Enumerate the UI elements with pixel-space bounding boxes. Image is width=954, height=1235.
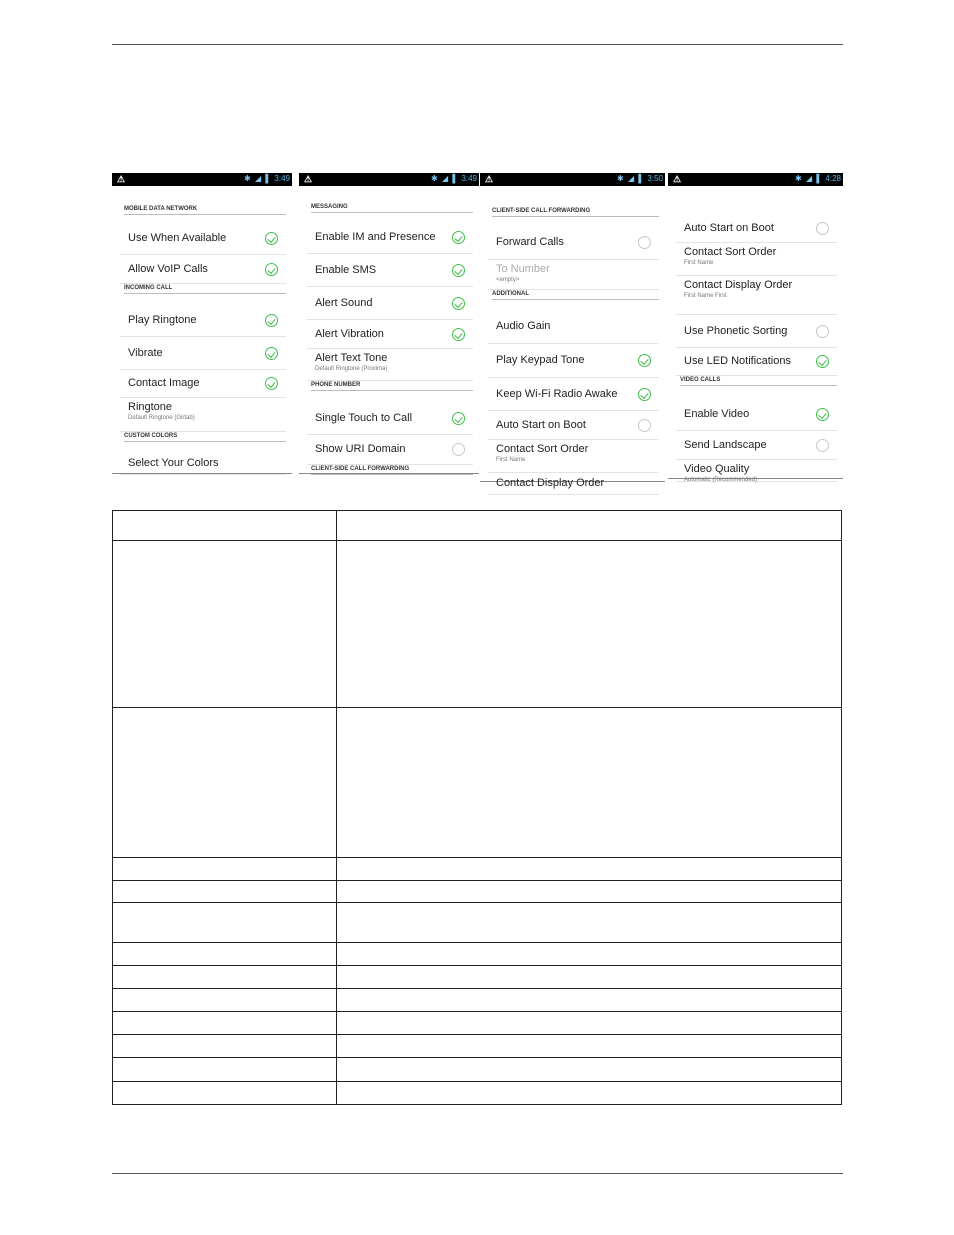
- settings-row[interactable]: [307, 436, 473, 465]
- settings-row-label: Keep Wi-Fi Radio Awake: [496, 388, 618, 400]
- settings-table: [112, 510, 842, 1105]
- settings-row-label: Allow VoIP Calls: [128, 263, 208, 275]
- settings-row[interactable]: [120, 256, 286, 284]
- unchecked-circle-icon[interactable]: [452, 443, 465, 456]
- unchecked-circle-icon[interactable]: [816, 222, 829, 235]
- settings-row[interactable]: [120, 305, 286, 337]
- table-row: [113, 943, 842, 966]
- table-row: [113, 989, 842, 1012]
- settings-row[interactable]: [307, 350, 473, 381]
- table-row: [113, 541, 842, 708]
- table-row: [113, 903, 842, 943]
- settings-row-label: Enable Video: [684, 408, 750, 420]
- settings-row[interactable]: [676, 432, 837, 460]
- warning-icon: ⚠: [485, 174, 494, 184]
- status-time: 4:28: [825, 174, 841, 183]
- settings-row-sublabel: First Name First: [684, 293, 727, 299]
- status-bar: [112, 173, 292, 186]
- unchecked-circle-icon[interactable]: [816, 439, 829, 452]
- settings-row[interactable]: [676, 399, 837, 431]
- settings-row[interactable]: [120, 399, 286, 432]
- settings-row-label: Enable SMS: [315, 264, 377, 276]
- table-row: [113, 708, 842, 858]
- section-header: VIDEO CALLS: [680, 377, 837, 386]
- section-header: CUSTOM COLORS: [124, 433, 286, 442]
- section-header: INCOMING CALL: [124, 285, 286, 294]
- status-time: 3:49: [274, 174, 290, 183]
- signal-battery-icon: ✱ ◢ ▌: [244, 174, 272, 183]
- settings-row-label: Video Quality: [684, 463, 750, 475]
- settings-row[interactable]: [307, 222, 473, 254]
- status-bar: [299, 173, 479, 186]
- signal-battery-icon: ✱ ◢ ▌: [431, 174, 459, 183]
- status-bar: [668, 173, 843, 186]
- checked-circle-icon[interactable]: [816, 355, 829, 368]
- settings-row-label: Use Phonetic Sorting: [684, 325, 788, 337]
- settings-row-sublabel: First Name: [496, 457, 526, 463]
- checked-circle-icon[interactable]: [452, 297, 465, 310]
- checked-circle-icon[interactable]: [638, 388, 651, 401]
- settings-row[interactable]: [307, 403, 473, 435]
- settings-row-label: Ringtone: [128, 401, 173, 413]
- settings-row[interactable]: [307, 321, 473, 349]
- settings-row-label: Play Ringtone: [128, 314, 197, 326]
- checked-circle-icon[interactable]: [452, 231, 465, 244]
- settings-row[interactable]: [488, 227, 659, 260]
- checked-circle-icon[interactable]: [265, 314, 278, 327]
- status-bar: [480, 173, 665, 186]
- table-row: [113, 1035, 842, 1058]
- checked-circle-icon[interactable]: [265, 347, 278, 360]
- table-row: [113, 1058, 842, 1082]
- status-time: 3:50: [647, 174, 663, 183]
- checked-circle-icon[interactable]: [452, 412, 465, 425]
- top-rule: [112, 44, 843, 45]
- unchecked-circle-icon[interactable]: [638, 419, 651, 432]
- settings-row[interactable]: [488, 379, 659, 411]
- warning-icon: ⚠: [304, 174, 313, 184]
- settings-row[interactable]: [676, 316, 837, 348]
- signal-battery-icon: ✱ ◢ ▌: [795, 174, 823, 183]
- settings-row-label: Send Landscape: [684, 439, 767, 451]
- settings-row[interactable]: [307, 255, 473, 287]
- section-header: MESSAGING: [311, 204, 473, 213]
- settings-row-label: Use When Available: [128, 232, 227, 244]
- settings-row-label: Select Your Colors: [128, 457, 219, 469]
- settings-row[interactable]: [676, 277, 837, 315]
- table-row: [113, 966, 842, 989]
- settings-row-label: Play Keypad Tone: [496, 354, 585, 366]
- settings-row[interactable]: [488, 441, 659, 473]
- settings-row-label: Contact Sort Order: [496, 443, 589, 455]
- unchecked-circle-icon[interactable]: [816, 325, 829, 338]
- settings-row[interactable]: [676, 244, 837, 276]
- settings-row[interactable]: [488, 412, 659, 440]
- phone-screen-4: [668, 173, 843, 483]
- checked-circle-icon[interactable]: [452, 264, 465, 277]
- section-header: CLIENT-SIDE CALL FORWARDING: [492, 208, 659, 217]
- phone-screen-3: [480, 173, 665, 489]
- settings-row-label: Contact Display Order: [496, 477, 605, 489]
- table-row: [113, 881, 842, 903]
- settings-row-label: Forward Calls: [496, 236, 564, 248]
- checked-circle-icon[interactable]: [265, 232, 278, 245]
- settings-row-sublabel: Automatic (Recommended): [684, 477, 758, 483]
- settings-row[interactable]: [120, 454, 286, 475]
- settings-row[interactable]: [676, 349, 837, 376]
- settings-row[interactable]: [676, 216, 837, 243]
- settings-row[interactable]: [488, 311, 659, 344]
- section-header: ADDITIONAL: [492, 291, 659, 300]
- settings-row-label: Auto Start on Boot: [684, 222, 774, 234]
- signal-battery-icon: ✱ ◢ ▌: [617, 174, 645, 183]
- settings-row[interactable]: [120, 223, 286, 255]
- table-row: [113, 1082, 842, 1105]
- settings-row-label: Audio Gain: [496, 320, 551, 332]
- settings-row-label: Single Touch to Call: [315, 412, 413, 424]
- section-header: CLIENT-SIDE CALL FORWARDING: [311, 466, 473, 475]
- settings-row-label: Vibrate: [128, 347, 163, 359]
- settings-row-label: Use LED Notifications: [684, 355, 791, 367]
- settings-row-label: Alert Vibration: [315, 328, 384, 340]
- settings-row-label: Contact Image: [128, 377, 200, 389]
- checked-circle-icon[interactable]: [265, 263, 278, 276]
- settings-row-label: Alert Sound: [315, 297, 373, 309]
- settings-row-label: To Number: [496, 263, 550, 275]
- settings-row-label: Auto Start on Boot: [496, 419, 586, 431]
- settings-row[interactable]: [676, 461, 837, 482]
- checked-circle-icon[interactable]: [638, 354, 651, 367]
- checked-circle-icon[interactable]: [816, 408, 829, 421]
- checked-circle-icon[interactable]: [265, 377, 278, 390]
- warning-icon: ⚠: [673, 174, 682, 184]
- settings-row-label: Contact Display Order: [684, 279, 793, 291]
- settings-row[interactable]: [120, 371, 286, 398]
- settings-row[interactable]: [307, 288, 473, 320]
- table-row: [113, 511, 842, 541]
- phone-screen-2: [299, 173, 479, 474]
- settings-row-sublabel: First Name: [684, 260, 714, 266]
- settings-row-sublabel: Default Ringtone (Girtab): [128, 415, 195, 421]
- status-time: 3:49: [461, 174, 477, 183]
- settings-row[interactable]: [488, 345, 659, 378]
- section-header: MOBILE DATA NETWORK: [124, 206, 286, 215]
- settings-row: [488, 261, 659, 290]
- table-row: [113, 858, 842, 881]
- settings-row-sublabel: Default Ringtone (Proxima): [315, 366, 388, 372]
- checked-circle-icon[interactable]: [452, 328, 465, 341]
- settings-row[interactable]: [120, 338, 286, 370]
- settings-row[interactable]: [488, 474, 659, 495]
- phone-screen-1: [112, 173, 292, 474]
- warning-icon: ⚠: [117, 174, 126, 184]
- settings-row-label: Enable IM and Presence: [315, 231, 436, 243]
- settings-row-sublabel: <empty>: [496, 277, 520, 283]
- unchecked-circle-icon[interactable]: [638, 236, 651, 249]
- table-row: [113, 1012, 842, 1035]
- settings-row-label: Show URI Domain: [315, 443, 406, 455]
- section-header: PHONE NUMBER: [311, 382, 473, 391]
- settings-row-label: Alert Text Tone: [315, 352, 388, 364]
- settings-row-label: Contact Sort Order: [684, 246, 777, 258]
- bottom-rule: [112, 1173, 843, 1174]
